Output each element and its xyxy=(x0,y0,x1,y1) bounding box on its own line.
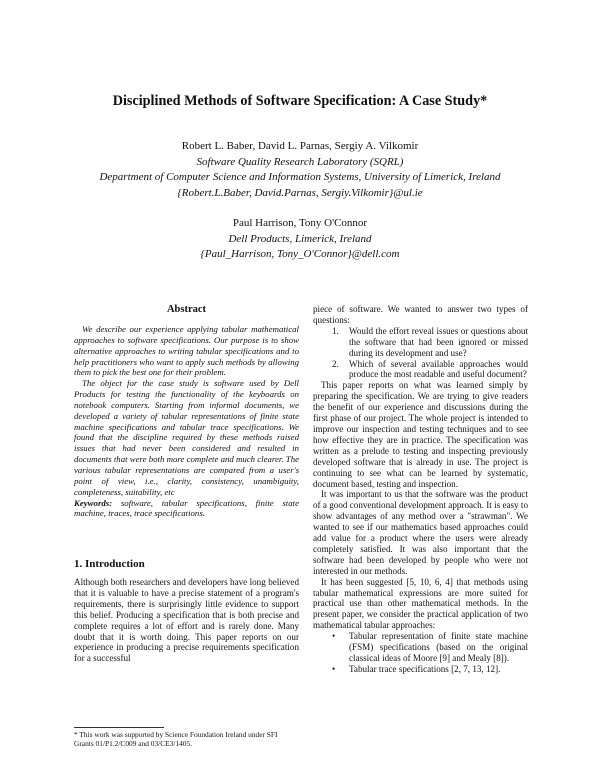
bullet-icon: • xyxy=(332,663,336,674)
footnote: * This work was supported by Science Foundation Ireland under SFI Grants 01/P1.2/C009 and 03/CE3/1405. xyxy=(74,730,278,749)
paper-title: Disciplined Methods of Software Specification: A Case Study* xyxy=(112,93,488,109)
approach-text: Tabular trace specifications [2, 7, 13, 12]. xyxy=(349,663,501,674)
abstract-heading: Abstract xyxy=(166,304,207,315)
right-paragraph-0: piece of software. We wanted to answer two types of questions: xyxy=(313,304,528,325)
email-group-2: {Paul_Harrison, Tony_O'Connor}@dell.com xyxy=(200,248,400,260)
introduction-body xyxy=(74,577,299,664)
approach-item xyxy=(313,631,528,664)
affiliation-sqrl: Software Quality Research Laboratory (SQRL) xyxy=(196,156,404,168)
intro-paragraph-1: Although both researchers and developers have long believed that it is valuable to have a precise statement of a program's requirements, there is surprisingly little evidence to support this belief. Producing a specification that is both precise and complete requires a lot of effort and is rarely done. Many doubt that it is worth doing. This paper reports on our experience in producing a precise requirements specification for a successful xyxy=(74,577,299,664)
question-number: 1. xyxy=(332,325,339,336)
authors-group-1: Robert L. Baber, David L. Parnas, Sergiy A. Vilkomir xyxy=(181,140,419,152)
email-group-1: {Robert.L.Baber, David.Parnas, Sergiy.Vilkomir}@ul.ie xyxy=(177,187,423,199)
affiliation-dell: Dell Products, Limerick, Ireland xyxy=(228,233,372,245)
question-list xyxy=(313,326,528,381)
right-paragraph-1: This paper reports on what was learned simply by preparing the specification. We are trying to give readers the benefit of our experience and discussions during the first phase of our project. The whole project is intended to improve our inspection and testing techniques and to see how effective they are in practice. The specification was written as a prelude to testing and inspecting previously developed software that is already in use. The project is continuing to see what can be learned by systematic, document based, testing and inspection. xyxy=(313,380,528,489)
question-item xyxy=(313,326,528,359)
abstract-paragraph-2: The object for the case study is software used by Dell Products for testing the functionality of the keyboards on notebook computers. Starting from informal documents, we developed a variety of tabular representations of finite state machine specifications and tabular trace specifications. We found that the discipline required by these methods raised issues that had never been considered and resulted in documents that were both more complete and much clearer. The various tabular representations are compared from a user's point of view, i.e., clarity, consistency, unambiguity, completeness, suitability, etc xyxy=(74,378,299,497)
question-number: 2. xyxy=(332,358,339,369)
footnote-rule xyxy=(74,727,164,728)
approach-text: Tabular representation of finite state machine (FSM) specifications (based on the original classical ideas of Moore [9] and Mealy [8]). xyxy=(349,631,528,663)
authors-group-2: Paul Harrison, Tony O'Connor xyxy=(232,217,368,229)
right-paragraph-3: It has been suggested [5, 10, 6, 4] that methods using tabular mathematical expressions are more suited for practical use than other mathematical methods. In the present paper, we consider the practical application of two mathematical tabular approaches: xyxy=(313,576,528,631)
approach-list xyxy=(313,631,528,675)
approach-item xyxy=(313,664,528,675)
keywords-line xyxy=(74,498,299,520)
question-text: Which of several available approaches would produce the most readable and useful document? xyxy=(349,358,528,380)
affiliation-university: Department of Computer Science and Information Systems, University of Limerick, Ireland xyxy=(99,171,501,183)
keywords-label: Keywords: xyxy=(74,497,113,508)
abstract-paragraph-1: We describe our experience applying tabular mathematical approaches to software specifications. Our purpose is to show alternative approaches to writing tabular specifications and to help practitioners who want to apply such methods by allowing them to pick the best one for their problem. xyxy=(74,324,299,378)
right-column xyxy=(313,304,528,675)
abstract-body xyxy=(74,324,299,519)
question-text: Would the effort reveal issues or questions about the software that had been ignored or missed during its development and use? xyxy=(349,325,528,358)
keywords-text: software, tabular specifications, finite state machine, traces, trace specifications. xyxy=(74,497,299,519)
question-item xyxy=(313,359,528,381)
section-heading-introduction: 1. Introduction xyxy=(74,558,145,570)
bullet-icon: • xyxy=(332,631,336,642)
right-paragraph-2: It was important to us that the software was the product of a good conventional development approach. It is easy to show advantages of any method over a "strawman". We wanted to see if our mathematics based approaches could add value for a product where the users were already completely satisfied. It was also important that the software had been developed by people who were not interested in our methods. xyxy=(313,489,528,576)
